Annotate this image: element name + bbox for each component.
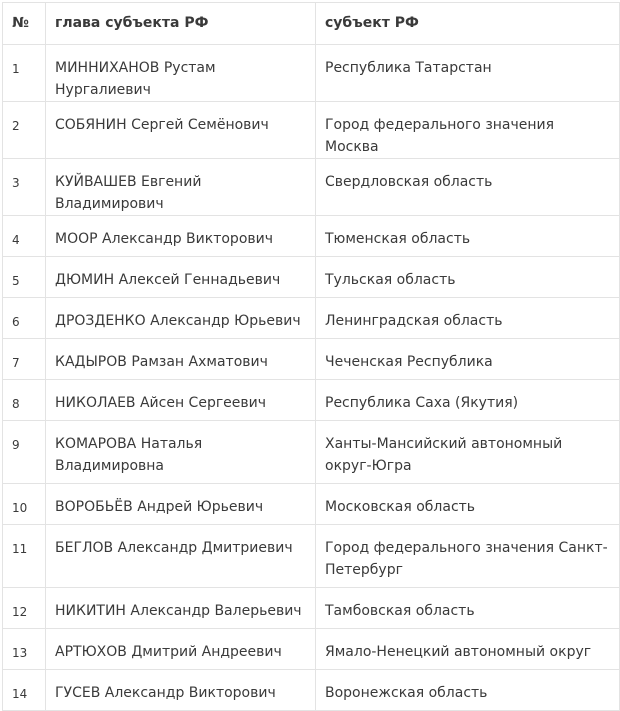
row-head-name: МИННИХАНОВ Рустам Нургалиевич — [46, 45, 316, 102]
row-head-name: СОБЯНИН Сергей Семёнович — [46, 102, 316, 159]
table-row — [3, 525, 620, 588]
row-head-name: НИКОЛАЕВ Айсен Сергеевич — [46, 380, 316, 421]
table-row — [3, 380, 620, 421]
row-head-name: ГУСЕВ Александр Викторович — [46, 670, 316, 711]
row-head-name: КУЙВАШЕВ Евгений Владимирович — [46, 159, 316, 216]
table-row — [3, 421, 620, 484]
row-number: 10 — [3, 484, 46, 525]
row-head-name: БЕГЛОВ Александр Дмитриевич — [46, 525, 316, 588]
row-head-name: МООР Александр Викторович — [46, 216, 316, 257]
table-row — [3, 339, 620, 380]
row-head-name: АРТЮХОВ Дмитрий Андреевич — [46, 629, 316, 670]
table-row — [3, 298, 620, 339]
row-subject-name: Воронежская область — [316, 670, 620, 711]
row-number: 11 — [3, 525, 46, 588]
table-row — [3, 159, 620, 216]
table-row — [3, 102, 620, 159]
row-number: 5 — [3, 257, 46, 298]
table-body — [3, 45, 620, 711]
row-number: 3 — [3, 159, 46, 216]
row-head-name: НИКИТИН Александр Валерьевич — [46, 588, 316, 629]
row-subject-name: Ханты-Мансийский автономный округ-Югра — [316, 421, 620, 484]
table-row — [3, 216, 620, 257]
row-subject-name: Город федерального значения Санкт-Петербург — [316, 525, 620, 588]
row-number: 7 — [3, 339, 46, 380]
row-subject-name: Чеченская Республика — [316, 339, 620, 380]
row-head-name: КОМАРОВА Наталья Владимировна — [46, 421, 316, 484]
row-number: 6 — [3, 298, 46, 339]
row-number: 4 — [3, 216, 46, 257]
row-subject-name: Республика Татарстан — [316, 45, 620, 102]
header-subject: субъект РФ — [316, 3, 620, 45]
row-subject-name: Тульская область — [316, 257, 620, 298]
governors-table — [2, 2, 620, 711]
row-number: 8 — [3, 380, 46, 421]
table-row — [3, 670, 620, 711]
table-row — [3, 484, 620, 525]
governors-table-container — [2, 2, 619, 711]
row-head-name: ДЮМИН Алексей Геннадьевич — [46, 257, 316, 298]
row-head-name: КАДЫРОВ Рамзан Ахматович — [46, 339, 316, 380]
row-number: 13 — [3, 629, 46, 670]
row-number: 1 — [3, 45, 46, 102]
table-row — [3, 45, 620, 102]
row-subject-name: Город федерального значения Москва — [316, 102, 620, 159]
row-number: 9 — [3, 421, 46, 484]
table-row — [3, 257, 620, 298]
row-head-name: ВОРОБЬЁВ Андрей Юрьевич — [46, 484, 316, 525]
row-number: 14 — [3, 670, 46, 711]
row-subject-name: Республика Саха (Якутия) — [316, 380, 620, 421]
table-row — [3, 588, 620, 629]
row-subject-name: Тюменская область — [316, 216, 620, 257]
header-number: № — [3, 3, 46, 45]
row-number: 2 — [3, 102, 46, 159]
row-head-name: ДРОЗДЕНКО Александр Юрьевич — [46, 298, 316, 339]
row-subject-name: Свердловская область — [316, 159, 620, 216]
row-subject-name: Московская область — [316, 484, 620, 525]
header-head-of-subject: глава субъекта РФ — [46, 3, 316, 45]
row-number: 12 — [3, 588, 46, 629]
row-subject-name: Ямало-Ненецкий автономный округ — [316, 629, 620, 670]
table-header — [3, 3, 620, 45]
row-subject-name: Тамбовская область — [316, 588, 620, 629]
header-row — [3, 3, 620, 45]
row-subject-name: Ленинградская область — [316, 298, 620, 339]
table-row — [3, 629, 620, 670]
